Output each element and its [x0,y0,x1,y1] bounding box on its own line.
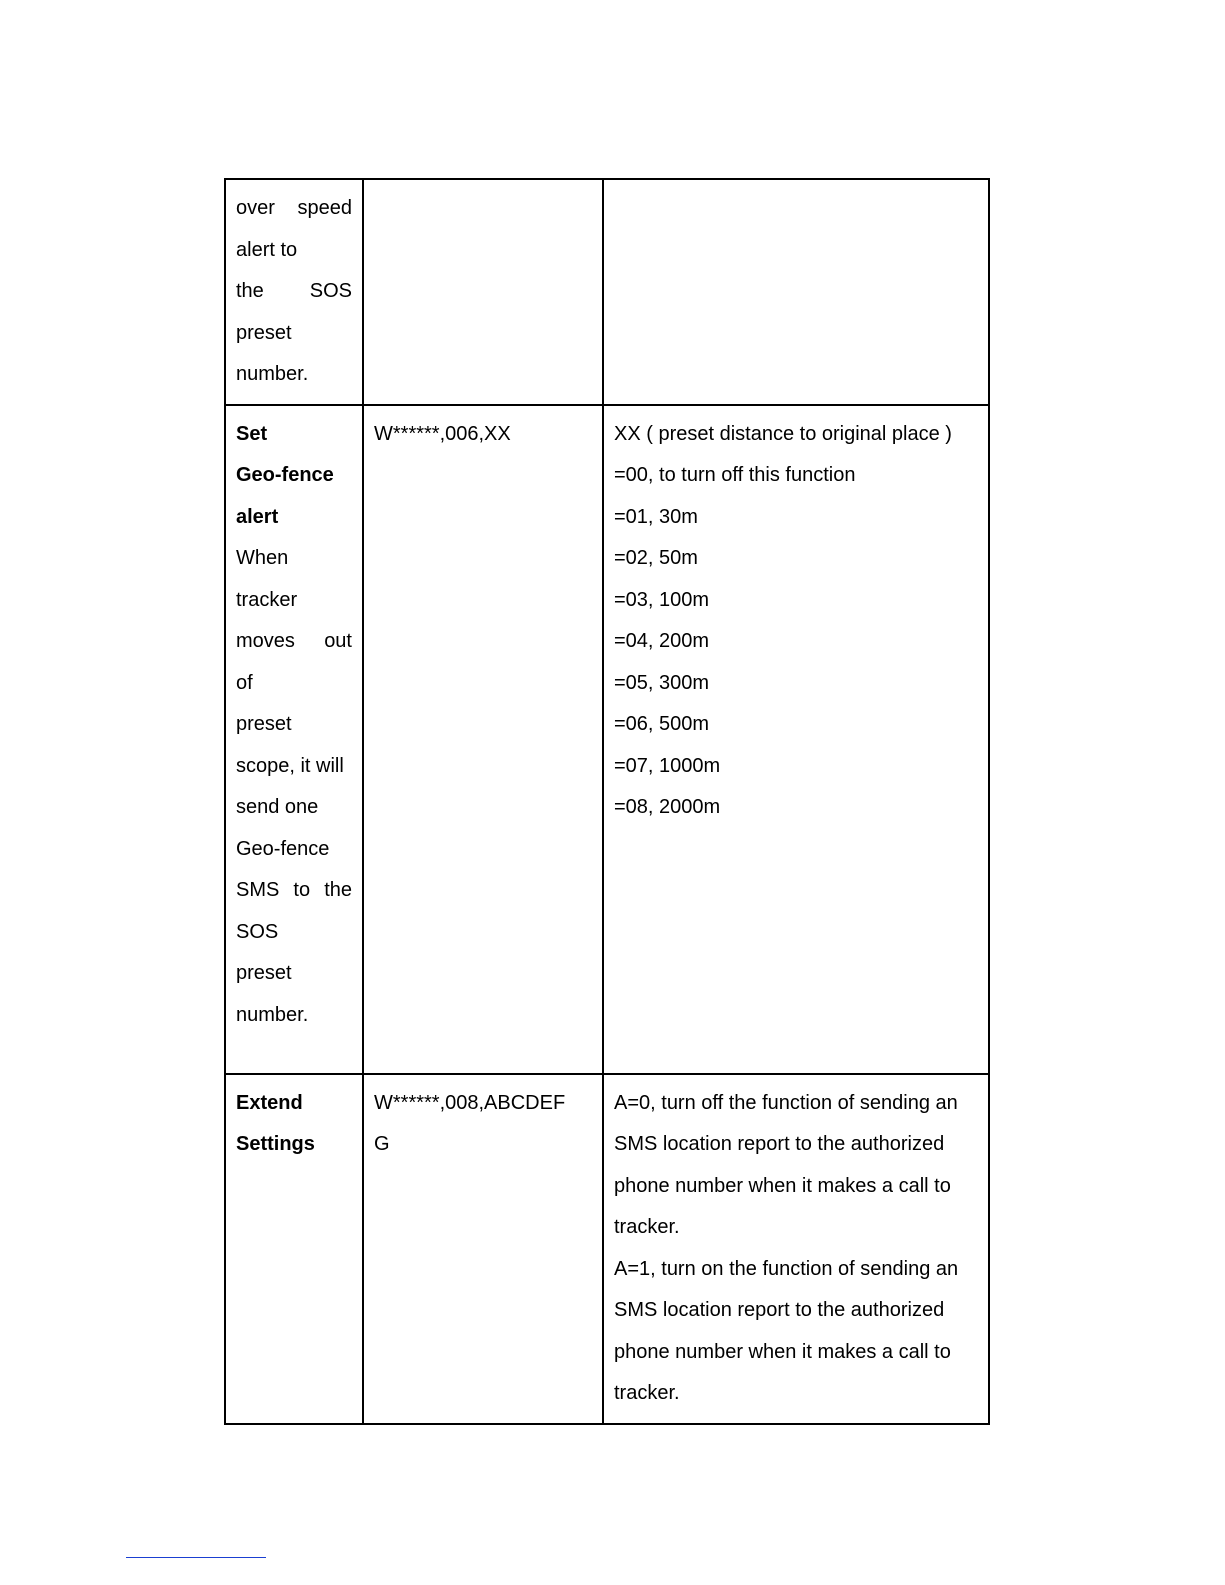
command-cell [363,1074,603,1424]
feature-title-line: Settings [236,1133,315,1155]
word: the [236,280,264,302]
description-line: =04, 200m [614,630,710,652]
feature-cell [225,1074,363,1424]
word: the [324,879,352,901]
word: SOS [309,280,352,302]
feature-title-line: Geo-fence [236,464,334,486]
description-line: phone number when it makes a call to [614,1340,951,1363]
cell-line: When [236,547,289,569]
table-row [225,179,989,405]
description-cell [603,405,989,1074]
cell-line [236,271,352,313]
word: speed [297,197,352,219]
word: SMS [236,879,280,901]
feature-title-line: alert [236,505,279,528]
feature-title-line: Extend [236,1091,303,1114]
description-line: =02, 50m [614,547,698,569]
cell-line: number. [236,1003,309,1026]
command-line: W******,006,XX [374,422,511,445]
feature-cell [225,179,363,405]
description-line: =01, 30m [614,505,698,528]
table-row [225,405,989,1074]
footer-divider [126,1557,266,1558]
description-line: A=1, turn on the function of sending an [614,1257,959,1280]
cell-line: preset [236,962,292,984]
cell-text [236,271,352,313]
description-line: =05, 300m [614,671,710,694]
description-line: tracker. [614,1382,680,1404]
cell-line: scope, it will [236,754,344,777]
description-cell [603,1074,989,1424]
cell-line: number. [236,363,309,385]
word: to [293,879,311,901]
cell-line: tracker [236,588,298,611]
description-line: XX ( preset distance to original place ) [614,422,952,445]
word: moves [236,630,295,652]
word: out [324,630,352,652]
description-line: SMS location report to the authorized [614,1133,945,1155]
cell-line: preset [236,713,292,735]
cell-line: Geo-fence [236,837,330,860]
cell-line [236,621,352,663]
description-line: SMS location report to the authorized [614,1299,945,1321]
cell-line: SOS [236,920,279,943]
description-line: A=0, turn off the function of sending an [614,1091,958,1114]
cell-line [236,870,352,912]
cell-text [236,188,352,230]
description-line: =07, 1000m [614,754,721,777]
feature-cell [225,405,363,1074]
command-table [224,178,990,1425]
command-line: W******,008,ABCDEF [374,1091,566,1114]
cell-line: preset [236,321,292,344]
cell-line: alert to [236,238,298,261]
word: over [236,197,275,219]
cell-line: of [236,671,253,694]
description-line: =00, to turn off this function [614,464,856,486]
cell-line: send one [236,796,319,818]
command-cell [363,179,603,405]
description-line: =03, 100m [614,588,710,611]
cell-text [236,621,352,663]
description-cell [603,179,989,405]
description-line: =08, 2000m [614,796,721,818]
command-line: G [374,1133,390,1155]
feature-title-line: Set [236,422,268,445]
table-row [225,1074,989,1424]
cell-text [236,870,352,912]
description-line: tracker. [614,1216,680,1238]
command-cell [363,405,603,1074]
description-line: =06, 500m [614,713,710,735]
cell-line [236,188,352,230]
description-line: phone number when it makes a call to [614,1174,951,1197]
